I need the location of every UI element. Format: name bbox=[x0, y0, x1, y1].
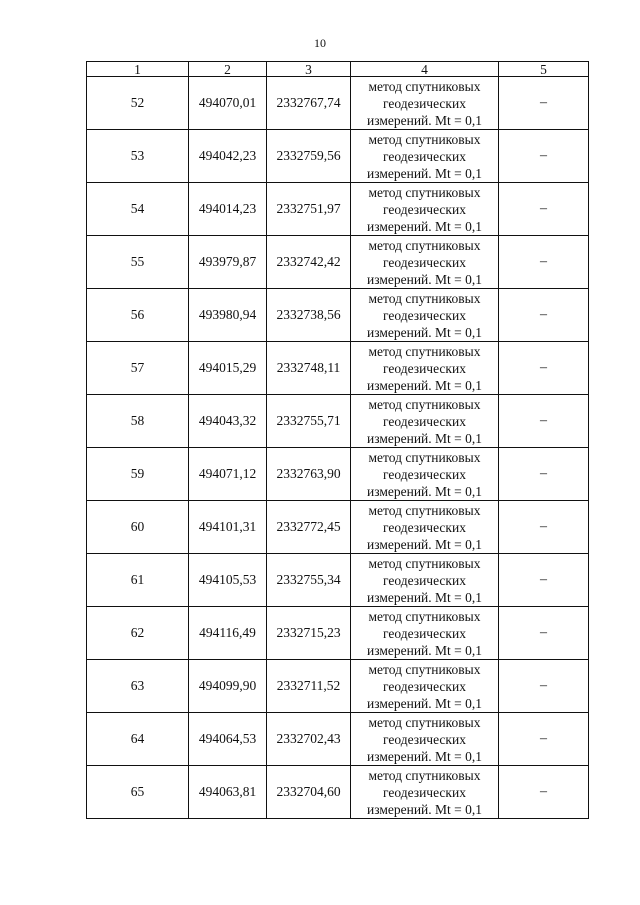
x-coordinate-cell: 493980,94 bbox=[189, 289, 267, 342]
column-5-cell: – bbox=[499, 660, 589, 713]
y-coordinate-cell: 2332738,56 bbox=[267, 289, 351, 342]
header-col-5: 5 bbox=[499, 62, 589, 77]
point-number-cell: 55 bbox=[87, 236, 189, 289]
x-coordinate-cell: 494043,32 bbox=[189, 395, 267, 448]
method-text-line: метод спутниковых bbox=[368, 290, 481, 306]
column-5-cell: – bbox=[499, 607, 589, 660]
method-text-line: измерений. Mt = 0,1 bbox=[366, 801, 483, 817]
method-text-line: измерений. Mt = 0,1 bbox=[366, 165, 483, 181]
method-text-line: геодезических bbox=[383, 360, 466, 376]
y-coordinate-cell: 2332715,23 bbox=[267, 607, 351, 660]
x-coordinate-cell: 494099,90 bbox=[189, 660, 267, 713]
method-cell bbox=[351, 395, 499, 448]
method-text-line: геодезических bbox=[383, 95, 466, 111]
table-row bbox=[87, 395, 589, 448]
table-row bbox=[87, 766, 589, 819]
method-text-line: геодезических bbox=[383, 148, 466, 164]
method-text-line: метод спутниковых bbox=[368, 237, 481, 253]
x-coordinate-cell: 494064,53 bbox=[189, 713, 267, 766]
method-cell bbox=[351, 501, 499, 554]
x-coordinate-cell: 493979,87 bbox=[189, 236, 267, 289]
x-coordinate-cell: 494015,29 bbox=[189, 342, 267, 395]
method-cell bbox=[351, 183, 499, 236]
method-text-line: метод спутниковых bbox=[368, 608, 481, 624]
x-coordinate-cell: 494070,01 bbox=[189, 77, 267, 130]
header-col-1: 1 bbox=[87, 62, 189, 77]
method-text-line: геодезических bbox=[383, 254, 466, 270]
method-text-line: метод спутниковых bbox=[368, 502, 481, 518]
method-cell bbox=[351, 766, 499, 819]
x-coordinate-cell: 494101,31 bbox=[189, 501, 267, 554]
y-coordinate-cell: 2332748,11 bbox=[267, 342, 351, 395]
point-number-cell: 65 bbox=[87, 766, 189, 819]
method-cell bbox=[351, 130, 499, 183]
method-text-line: метод спутниковых bbox=[368, 767, 481, 783]
method-cell bbox=[351, 554, 499, 607]
x-coordinate-cell: 494014,23 bbox=[189, 183, 267, 236]
point-number-cell: 53 bbox=[87, 130, 189, 183]
point-number-cell: 62 bbox=[87, 607, 189, 660]
table-row bbox=[87, 501, 589, 554]
coordinates-table bbox=[86, 61, 589, 819]
method-text-line: измерений. Mt = 0,1 bbox=[366, 377, 483, 393]
method-text-line: метод спутниковых bbox=[368, 661, 481, 677]
table-row bbox=[87, 183, 589, 236]
x-coordinate-cell: 494116,49 bbox=[189, 607, 267, 660]
point-number-cell: 63 bbox=[87, 660, 189, 713]
method-cell bbox=[351, 448, 499, 501]
method-text-line: измерений. Mt = 0,1 bbox=[366, 218, 483, 234]
column-5-cell: – bbox=[499, 236, 589, 289]
method-text-line: геодезических bbox=[383, 466, 466, 482]
point-number-cell: 57 bbox=[87, 342, 189, 395]
point-number-cell: 54 bbox=[87, 183, 189, 236]
page-number: 10 bbox=[314, 36, 326, 50]
method-cell bbox=[351, 236, 499, 289]
method-text-line: измерений. Mt = 0,1 bbox=[366, 695, 483, 711]
y-coordinate-cell: 2332772,45 bbox=[267, 501, 351, 554]
y-coordinate-cell: 2332702,43 bbox=[267, 713, 351, 766]
method-text-line: измерений. Mt = 0,1 bbox=[366, 324, 483, 340]
method-cell bbox=[351, 607, 499, 660]
y-coordinate-cell: 2332767,74 bbox=[267, 77, 351, 130]
table-row bbox=[87, 554, 589, 607]
method-text-line: геодезических bbox=[383, 572, 466, 588]
point-number-cell: 58 bbox=[87, 395, 189, 448]
method-text-line: метод спутниковых bbox=[368, 396, 481, 412]
column-5-cell: – bbox=[499, 448, 589, 501]
column-5-cell: – bbox=[499, 342, 589, 395]
table-header bbox=[87, 62, 589, 77]
method-text-line: измерений. Mt = 0,1 bbox=[366, 642, 483, 658]
x-coordinate-cell: 494042,23 bbox=[189, 130, 267, 183]
table-body bbox=[87, 77, 589, 819]
y-coordinate-cell: 2332763,90 bbox=[267, 448, 351, 501]
method-cell bbox=[351, 342, 499, 395]
y-coordinate-cell: 2332755,34 bbox=[267, 554, 351, 607]
point-number-cell: 61 bbox=[87, 554, 189, 607]
column-5-cell: – bbox=[499, 289, 589, 342]
header-row bbox=[87, 62, 589, 77]
method-text-line: метод спутниковых bbox=[368, 343, 481, 359]
y-coordinate-cell: 2332759,56 bbox=[267, 130, 351, 183]
method-text-line: геодезических bbox=[383, 307, 466, 323]
column-5-cell: – bbox=[499, 395, 589, 448]
method-text-line: измерений. Mt = 0,1 bbox=[366, 589, 483, 605]
column-5-cell: – bbox=[499, 713, 589, 766]
method-text-line: измерений. Mt = 0,1 bbox=[366, 112, 483, 128]
x-coordinate-cell: 494071,12 bbox=[189, 448, 267, 501]
y-coordinate-cell: 2332755,71 bbox=[267, 395, 351, 448]
method-text-line: метод спутниковых bbox=[368, 184, 481, 200]
method-text-line: метод спутниковых bbox=[368, 131, 481, 147]
x-coordinate-cell: 494063,81 bbox=[189, 766, 267, 819]
column-5-cell: – bbox=[499, 766, 589, 819]
table-row bbox=[87, 713, 589, 766]
method-text-line: геодезических bbox=[383, 731, 466, 747]
table-row bbox=[87, 607, 589, 660]
method-text-line: геодезических bbox=[383, 678, 466, 694]
table-row bbox=[87, 289, 589, 342]
header-col-3: 3 bbox=[267, 62, 351, 77]
x-coordinate-cell: 494105,53 bbox=[189, 554, 267, 607]
method-cell bbox=[351, 77, 499, 130]
y-coordinate-cell: 2332751,97 bbox=[267, 183, 351, 236]
method-text-line: измерений. Mt = 0,1 bbox=[366, 430, 483, 446]
point-number-cell: 64 bbox=[87, 713, 189, 766]
column-5-cell: – bbox=[499, 183, 589, 236]
column-5-cell: – bbox=[499, 77, 589, 130]
column-5-cell: – bbox=[499, 130, 589, 183]
method-cell bbox=[351, 660, 499, 713]
method-text-line: геодезических bbox=[383, 625, 466, 641]
table-row bbox=[87, 342, 589, 395]
header-col-2: 2 bbox=[189, 62, 267, 77]
table-row bbox=[87, 236, 589, 289]
point-number-cell: 59 bbox=[87, 448, 189, 501]
method-text-line: измерений. Mt = 0,1 bbox=[366, 271, 483, 287]
table-row bbox=[87, 448, 589, 501]
method-text-line: измерений. Mt = 0,1 bbox=[366, 748, 483, 764]
method-cell bbox=[351, 289, 499, 342]
y-coordinate-cell: 2332704,60 bbox=[267, 766, 351, 819]
method-text-line: метод спутниковых bbox=[368, 78, 481, 94]
column-5-cell: – bbox=[499, 501, 589, 554]
point-number-cell: 60 bbox=[87, 501, 189, 554]
y-coordinate-cell: 2332711,52 bbox=[267, 660, 351, 713]
method-text-line: метод спутниковых bbox=[368, 555, 481, 571]
method-cell bbox=[351, 713, 499, 766]
method-text-line: геодезических bbox=[383, 201, 466, 217]
method-text-line: измерений. Mt = 0,1 bbox=[366, 483, 483, 499]
method-text-line: метод спутниковых bbox=[368, 714, 481, 730]
method-text-line: геодезических bbox=[383, 413, 466, 429]
header-col-4: 4 bbox=[351, 62, 499, 77]
table-row bbox=[87, 130, 589, 183]
method-text-line: геодезических bbox=[383, 784, 466, 800]
y-coordinate-cell: 2332742,42 bbox=[267, 236, 351, 289]
column-5-cell: – bbox=[499, 554, 589, 607]
table-row bbox=[87, 660, 589, 713]
point-number-cell: 56 bbox=[87, 289, 189, 342]
method-text-line: геодезических bbox=[383, 519, 466, 535]
table-row bbox=[87, 77, 589, 130]
method-text-line: измерений. Mt = 0,1 bbox=[366, 536, 483, 552]
point-number-cell: 52 bbox=[87, 77, 189, 130]
method-text-line: метод спутниковых bbox=[368, 449, 481, 465]
